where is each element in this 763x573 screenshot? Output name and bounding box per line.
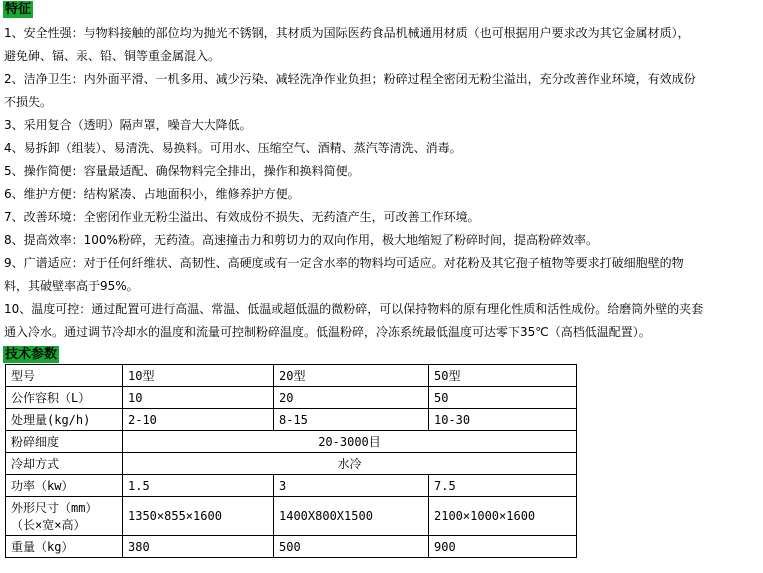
- cell-cooling-label: 冷却方式: [6, 453, 123, 475]
- cell-capacity-10: 2-10: [123, 409, 274, 431]
- feature-5-line1: 5、操作简便：容量最适配、确保物料完全排出，操作和换料简便。: [4, 164, 360, 178]
- cell-fineness-value: 20-3000目: [123, 431, 577, 453]
- cell-model-20: 20型: [274, 365, 429, 387]
- feature-1-line2: 避免砷、镉、汞、铅、铜等重金属混入。: [4, 49, 221, 63]
- cell-cooling-value: 水冷: [123, 453, 577, 475]
- cell-model-50: 50型: [429, 365, 577, 387]
- feature-item-5: [0, 160, 760, 183]
- cell-dimensions-label: [6, 497, 123, 536]
- feature-7-line1: 7、改善环境：全密闭作业无粉尘溢出、有效成份不损失、无药渣产生，可改善工作环境。: [4, 210, 480, 224]
- table-row-power: [6, 475, 577, 497]
- feature-9-line2: 料，其破壁率高于95%。: [4, 279, 139, 293]
- cell-volume-10: 10: [123, 387, 274, 409]
- feature-2-line1: 2、洁净卫生：内外面平滑、一机多用、减少污染、减轻洗净作业负担；粉碎过程全密闭无粉尘溢出，充分改善作业环境，有效成份: [4, 72, 696, 86]
- table-row-dimensions: [6, 497, 577, 536]
- feature-item-1: [0, 22, 760, 68]
- spec-heading: 技术参数: [5, 347, 58, 362]
- cell-capacity-label: 处理量(kg/h): [6, 409, 123, 431]
- spec-table: [5, 364, 577, 558]
- feature-item-7: [0, 206, 760, 229]
- cell-power-20: 3: [274, 475, 429, 497]
- cell-weight-50: 900: [429, 536, 577, 558]
- cell-model-10: 10型: [123, 365, 274, 387]
- features-list: [0, 22, 760, 344]
- cell-weight-20: 500: [274, 536, 429, 558]
- feature-item-3: [0, 114, 760, 137]
- dimensions-label-line1: 外形尺寸（mm）: [11, 501, 98, 515]
- feature-8-line1: 8、提高效率：100%粉碎，无药渣。高速撞击力和剪切力的双向作用，极大地缩短了粉碎时间，提高粉碎效率。: [4, 233, 598, 247]
- feature-9-line1: 9、广谱适应：对于任何纤维状、高韧性、高硬度或有一定含水率的物料均可适应。对花粉及其它孢子植物等要求打破细胞壁的物: [4, 256, 684, 270]
- feature-item-8: [0, 229, 760, 252]
- feature-item-10: [0, 298, 760, 344]
- cell-capacity-50: 10-30: [429, 409, 577, 431]
- feature-4-line1: 4、易拆卸（组装）、易清洗、易换料。可用水、压缩空气、酒精、蒸汽等清洗、消毒。: [4, 141, 462, 155]
- cell-weight-10: 380: [123, 536, 274, 558]
- cell-power-label: 功率（kw）: [6, 475, 123, 497]
- feature-item-9: [0, 252, 760, 298]
- feature-6-line1: 6、维护方便：结构紧凑、占地面积小，维修养护方便。: [4, 187, 300, 201]
- feature-item-4: [0, 137, 760, 160]
- cell-volume-20: 20: [274, 387, 429, 409]
- feature-1-line1: 1、安全性强：与物料接触的部位均为抛光不锈钢，其材质为国际医药食品机械通用材质（也可根据用户要求改为其它金属材质），: [4, 26, 690, 40]
- feature-3-line1: 3、采用复合（透明）隔声罩，噪音大大降低。: [4, 118, 252, 132]
- table-row-volume: [6, 387, 577, 409]
- table-row-fineness: [6, 431, 577, 453]
- feature-10-line2: 通入冷水。通过调节冷却水的温度和流量可控制粉碎温度。低温粉碎，冷冻系统最低温度可达零下35℃（高档低温配置）。: [4, 325, 651, 339]
- cell-capacity-20: 8-15: [274, 409, 429, 431]
- cell-volume-label: 公作容积（L）: [6, 387, 123, 409]
- cell-dimensions-20: 1400X800X1500: [274, 497, 429, 536]
- cell-volume-50: 50: [429, 387, 577, 409]
- feature-item-2: [0, 68, 760, 114]
- cell-power-50: 7.5: [429, 475, 577, 497]
- feature-2-line2: 不损失。: [4, 95, 53, 109]
- table-row-cooling: [6, 453, 577, 475]
- cell-model-label: 型号: [6, 365, 123, 387]
- dimensions-label-line2: （长×宽×高）: [11, 518, 86, 532]
- cell-dimensions-50: 2100×1000×1600: [429, 497, 577, 536]
- features-heading: 特征: [5, 2, 32, 17]
- cell-weight-label: 重量（kg）: [6, 536, 123, 558]
- table-row-capacity: [6, 409, 577, 431]
- feature-10-line1: 10、温度可控：通过配置可进行高温、常温、低温或超低温的微粉碎，可以保持物料的原有理化性质和活性成份。给磨筒外壁的夹套: [4, 302, 704, 316]
- table-row-model: [6, 365, 577, 387]
- cell-dimensions-10: 1350×855×1600: [123, 497, 274, 536]
- table-row-weight: [6, 536, 577, 558]
- cell-fineness-label: 粉碎细度: [6, 431, 123, 453]
- cell-power-10: 1.5: [123, 475, 274, 497]
- feature-item-6: [0, 183, 760, 206]
